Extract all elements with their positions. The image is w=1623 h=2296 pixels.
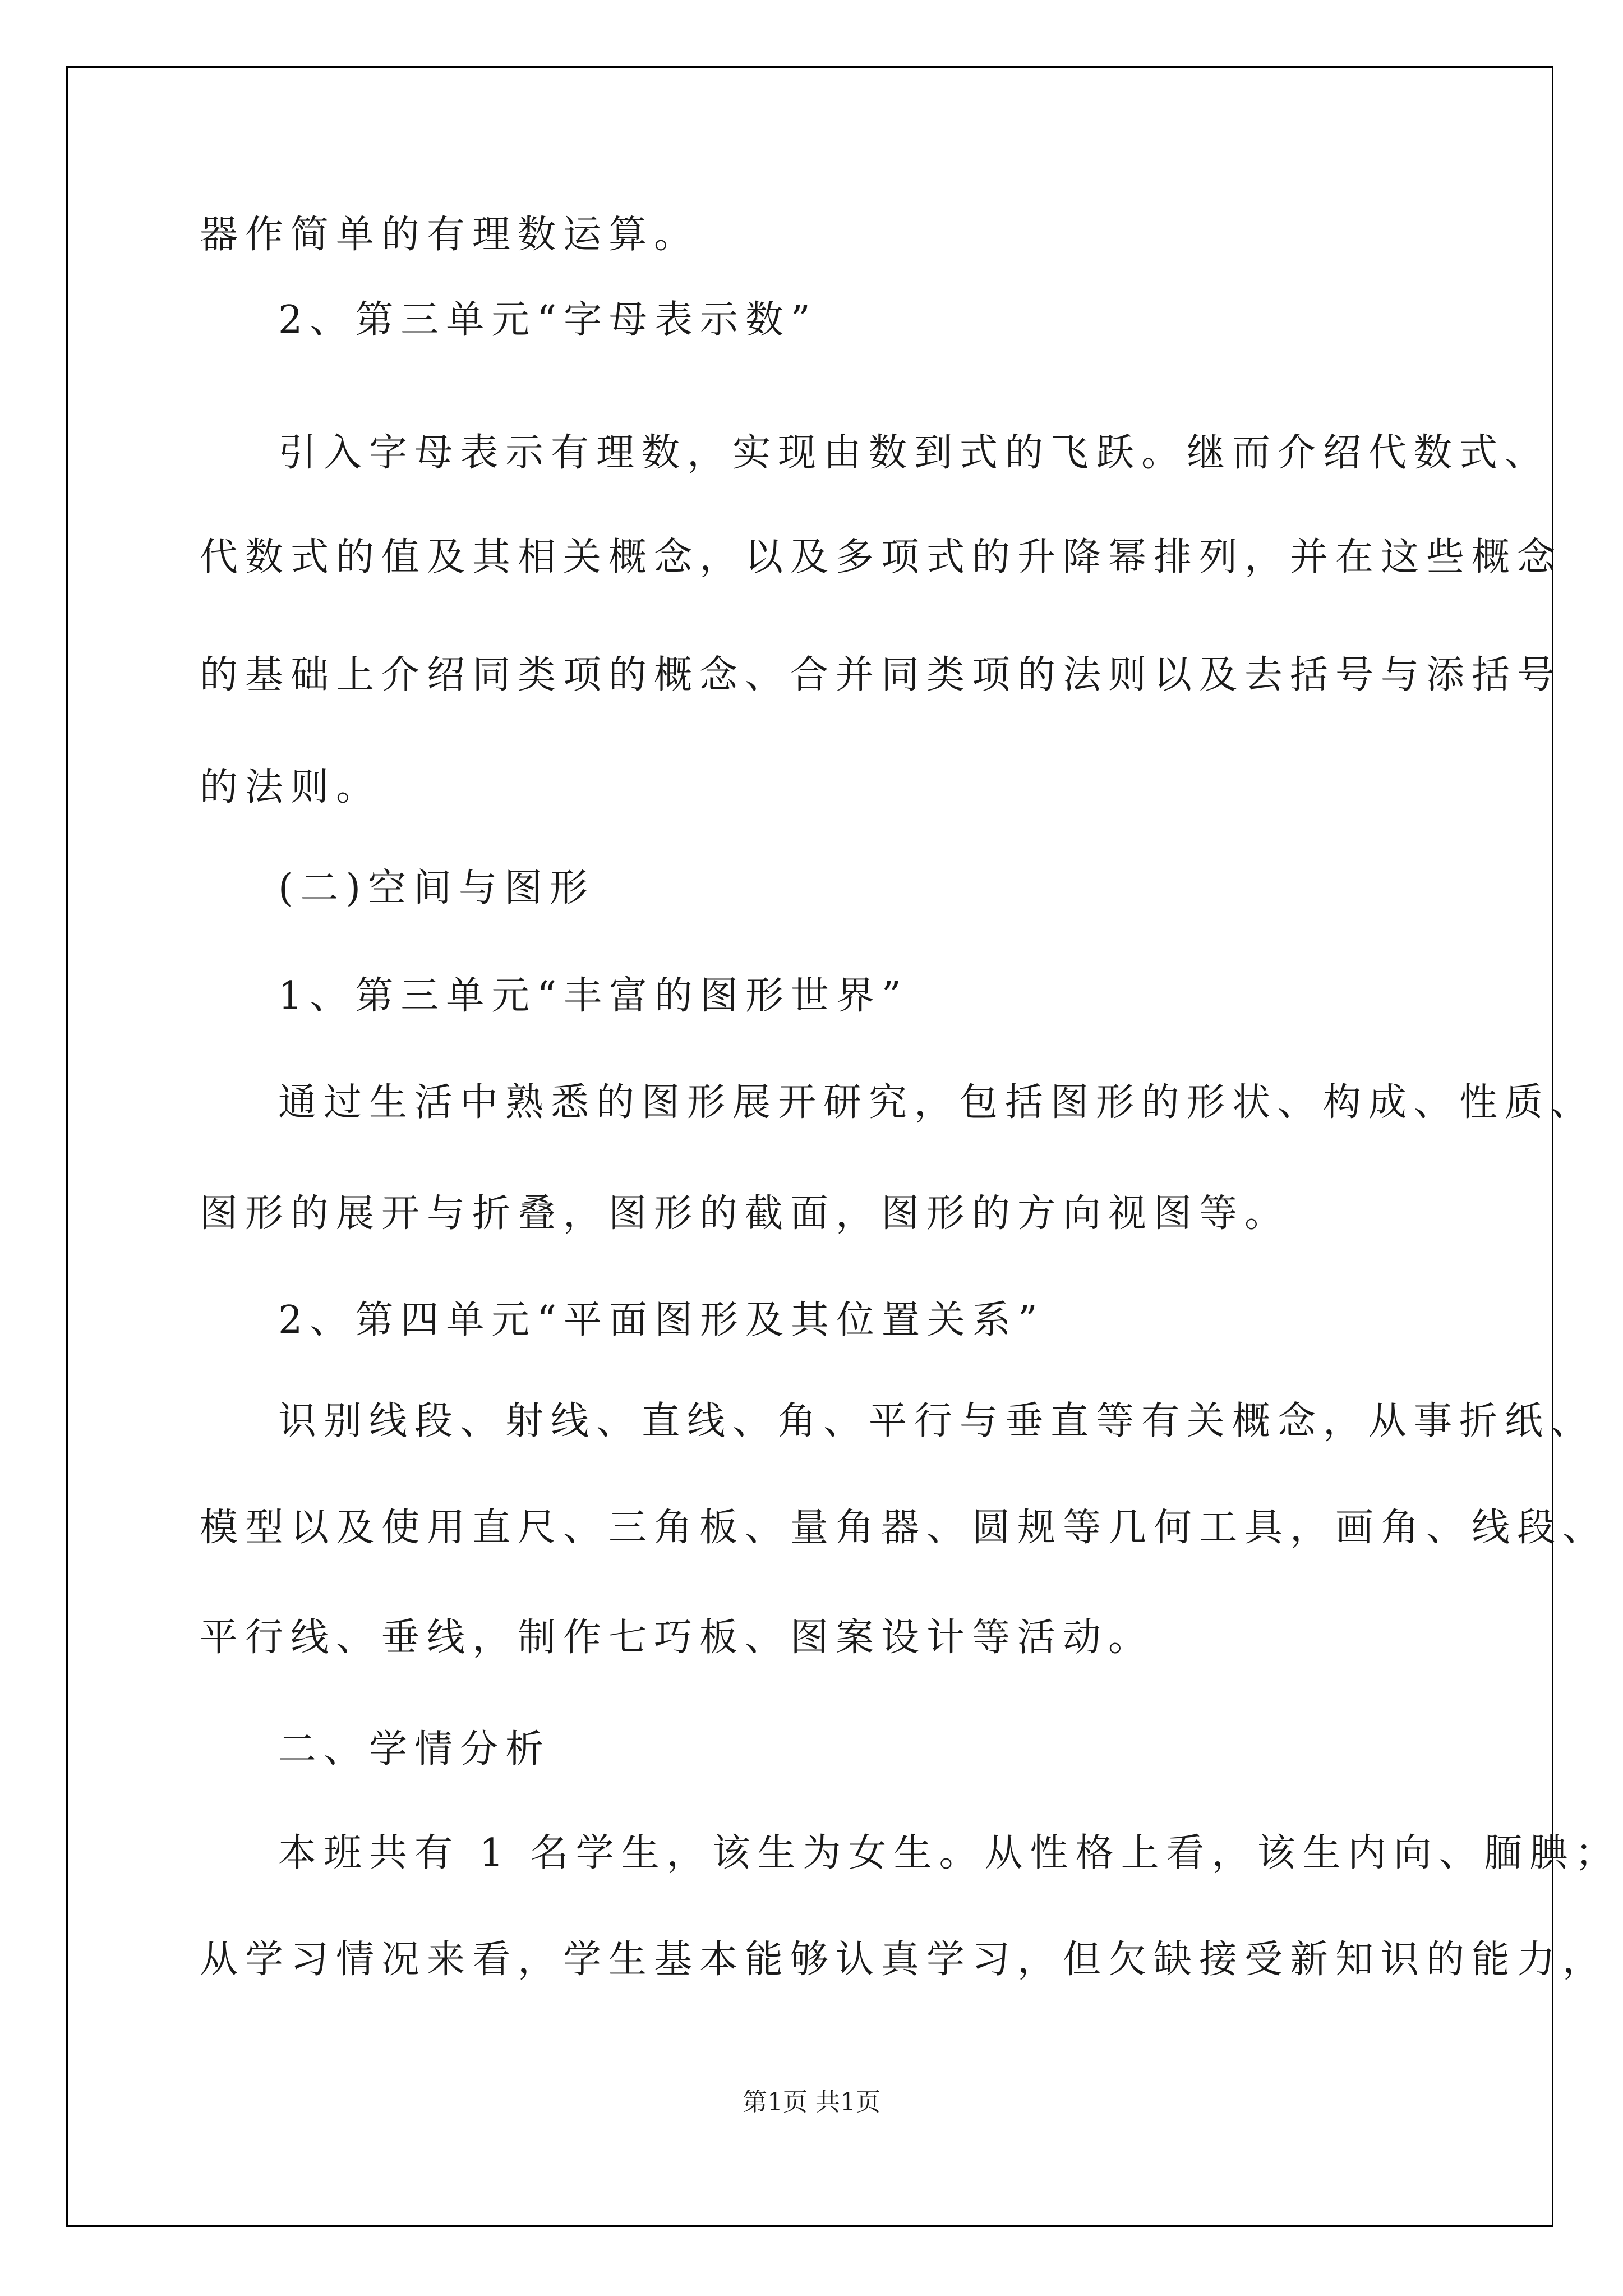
paragraph-line: 代数式的值及其相关概念，以及多项式的升降幂排列，并在这些概念 xyxy=(200,535,1563,579)
paragraph-line: 图形的展开与折叠，图形的截面，图形的方向视图等。 xyxy=(200,1191,1290,1236)
page-border xyxy=(66,66,1553,2227)
subheading-line: 2、第三单元“字母表示数” xyxy=(278,298,818,342)
paragraph-line: 的法则。 xyxy=(200,765,382,809)
subheading-line: 1、第三单元“丰富的图形世界” xyxy=(278,974,909,1018)
page-number-footer: 第1页 共1页 xyxy=(743,2088,880,2116)
paragraph-line: 平行线、垂线，制作七巧板、图案设计等活动。 xyxy=(200,1616,1154,1660)
paragraph-line: 识别线段、射线、直线、角、平行与垂直等有关概念，从事折纸、 xyxy=(278,1399,1596,1443)
paragraph-line: 本班共有 1 名学生，该生为女生。从性格上看，该生内向、腼腆； xyxy=(278,1831,1621,1875)
paragraph-line: 模型以及使用直尺、三角板、量角器、圆规等几何工具，画角、线段、 xyxy=(200,1506,1608,1550)
section-heading: 二、学情分析 xyxy=(278,1727,551,1772)
paragraph-line: 通过生活中熟悉的图形展开研究，包括图形的形状、构成、性质、 xyxy=(278,1080,1596,1125)
subheading-line: 2、第四单元“平面图形及其位置关系” xyxy=(278,1298,1045,1342)
paragraph-line: 的基础上介绍同类项的概念、合并同类项的法则以及去括号与添括号 xyxy=(200,653,1563,697)
paragraph-line: 从学习情况来看，学生基本能够认真学习，但欠缺接受新知识的能力， xyxy=(200,1938,1608,1982)
paragraph-line: 器作简单的有理数运算。 xyxy=(200,213,700,257)
section-heading: (二)空间与图形 xyxy=(278,866,596,910)
paragraph-line: 引入字母表示有理数，实现由数到式的飞跃。继而介绍代数式、 xyxy=(278,431,1551,475)
